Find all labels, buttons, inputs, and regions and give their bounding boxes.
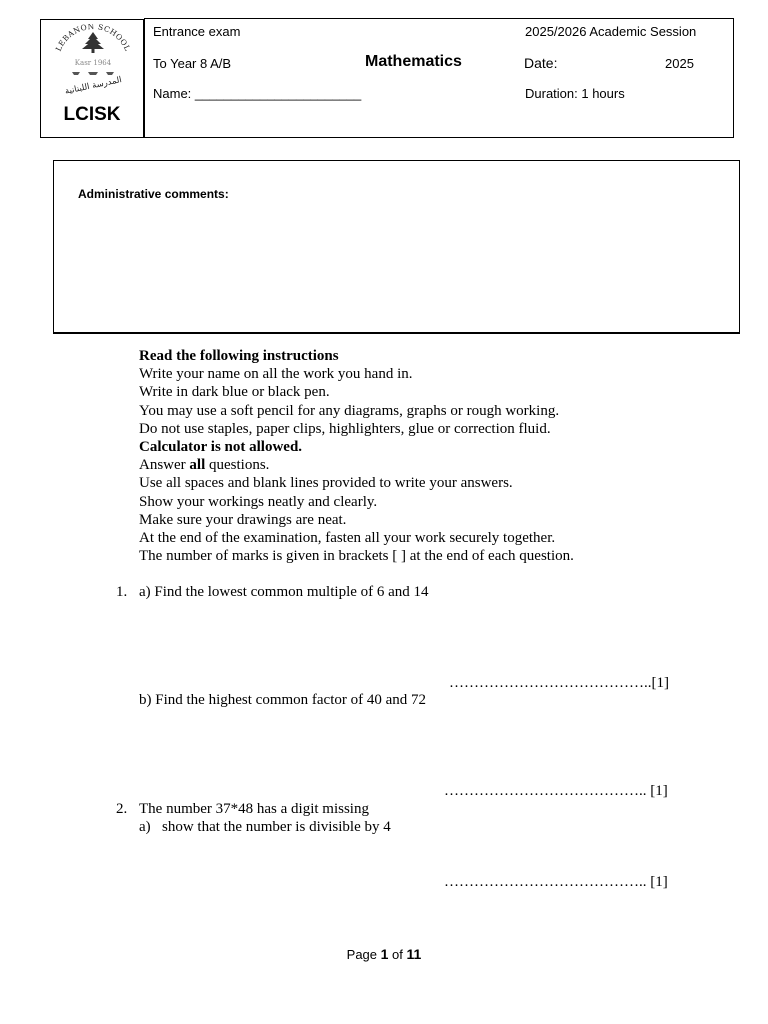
school-logo-box bbox=[40, 19, 144, 138]
question-2-number: 2. bbox=[116, 801, 128, 817]
exam-type: Entrance exam bbox=[153, 24, 241, 39]
instruction-line: Show your workings neatly and clearly. bbox=[139, 493, 378, 510]
instructions-heading: Read the following instructions bbox=[139, 348, 339, 364]
page-footer bbox=[0, 946, 768, 962]
question-2a-text: show that the number is divisible by 4 bbox=[162, 819, 391, 835]
instruction-line: Use all spaces and blank lines provided to write your answers. bbox=[139, 475, 513, 492]
page-current: 1 bbox=[380, 946, 389, 962]
admin-comments-label: Administrative comments: bbox=[78, 187, 229, 201]
question-1-number: 1. bbox=[116, 584, 128, 600]
instructions-block bbox=[139, 347, 574, 565]
calculator-notice: Calculator is not allowed. bbox=[139, 439, 303, 456]
instruction-line: Make sure your drawings are neat. bbox=[139, 511, 347, 528]
subject-title: Mathematics bbox=[365, 53, 462, 70]
answer-suffix: questions. bbox=[205, 457, 270, 474]
admin-comments-box[interactable] bbox=[53, 160, 740, 334]
logo-arabic-text: المدرسة اللبنانية bbox=[64, 75, 123, 97]
instruction-line: The number of marks is given in brackets [ ] at the end of each question. bbox=[139, 548, 574, 565]
logo-est-text: Kasr 1964 bbox=[74, 59, 112, 67]
question-2a-letter: a) bbox=[139, 819, 151, 835]
date-value: 2025 bbox=[665, 56, 694, 71]
page-total: 11 bbox=[406, 946, 422, 962]
date-label: Date: bbox=[524, 55, 558, 71]
question-1b-text: b) Find the highest common factor of 40 and 72 bbox=[139, 692, 427, 708]
school-abbreviation: LCISK bbox=[63, 104, 121, 125]
instruction-line: Write your name on all the work you hand in. bbox=[139, 366, 413, 383]
question-2-text: The number 37*48 has a digit missing bbox=[139, 801, 369, 817]
page-word: Page bbox=[346, 947, 381, 962]
boats-icon bbox=[72, 72, 114, 75]
of-word: of bbox=[388, 947, 407, 962]
instruction-line: Do not use staples, paper clips, highlighters, glue or correction fluid. bbox=[139, 420, 551, 437]
instruction-line: You may use a soft pencil for any diagrams, graphs or rough working. bbox=[139, 402, 560, 419]
question-1a-text: a) Find the lowest common multiple of 6 and 14 bbox=[139, 584, 429, 600]
answer-prefix: Answer bbox=[139, 457, 190, 474]
cedar-tree-icon bbox=[82, 32, 104, 53]
instruction-line: Write in dark blue or black pen. bbox=[139, 384, 330, 401]
answer-bold: all bbox=[189, 457, 206, 474]
name-field[interactable]: Name: _______________________ bbox=[153, 86, 362, 101]
question-1a-answer-line[interactable]: …………………………………..[1] bbox=[449, 675, 669, 691]
logo-arc-text: LEBANON SCHOOL bbox=[53, 24, 133, 53]
instruction-line: At the end of the examination, fasten all your work securely together. bbox=[139, 530, 556, 547]
academic-session: 2025/2026 Academic Session bbox=[525, 24, 697, 39]
school-logo bbox=[50, 24, 136, 104]
year-group: To Year 8 A/B bbox=[153, 56, 232, 71]
duration: Duration: 1 hours bbox=[525, 86, 625, 101]
question-2a-answer-line[interactable]: ………………………………….. [1] bbox=[444, 874, 668, 890]
instruction-answer-line bbox=[139, 456, 574, 474]
question-1b-answer-line[interactable]: ………………………………….. [1] bbox=[444, 783, 668, 799]
